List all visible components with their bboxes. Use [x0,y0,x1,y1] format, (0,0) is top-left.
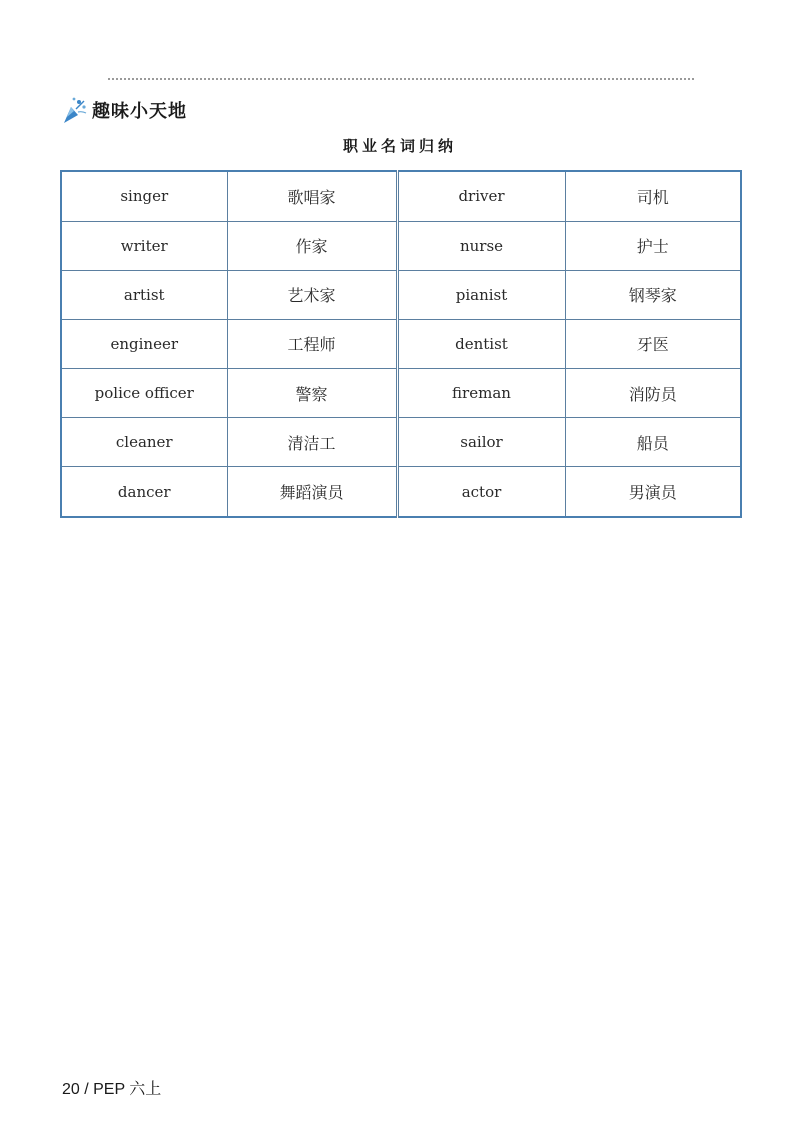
chinese-term: 船员 [565,418,741,467]
english-term: dancer [61,467,227,517]
header-dotted-rule [108,78,694,80]
chinese-term: 工程师 [227,319,397,368]
party-horn-icon [62,95,88,125]
english-term: police officer [61,369,227,418]
english-term: pianist [397,270,565,319]
chinese-term: 警察 [227,369,397,418]
table-row [61,319,741,368]
chinese-term: 护士 [565,221,741,270]
chinese-term: 作家 [227,221,397,270]
table-row [61,221,741,270]
chinese-term: 歌唱家 [227,171,397,221]
english-term: actor [397,467,565,517]
chinese-term: 艺术家 [227,270,397,319]
english-term: cleaner [61,418,227,467]
table-row [61,171,741,221]
english-term: artist [61,270,227,319]
chinese-term: 牙医 [565,319,741,368]
table-row [61,418,741,467]
english-term: engineer [61,319,227,368]
english-term: singer [61,171,227,221]
table-row [61,270,741,319]
section-title: 趣味小天地 [92,101,187,122]
chinese-term: 消防员 [565,369,741,418]
table-row [61,369,741,418]
occupation-vocab-table [60,170,742,518]
chinese-term: 舞蹈演员 [227,467,397,517]
english-term: fireman [397,369,565,418]
chinese-term: 清洁工 [227,418,397,467]
table-title: 职业名词归纳 [342,137,457,155]
section-header [62,95,187,125]
chinese-term: 男演员 [565,467,741,517]
chinese-term: 司机 [565,171,741,221]
chinese-term: 钢琴家 [565,270,741,319]
english-term: nurse [397,221,565,270]
english-term: sailor [397,418,565,467]
english-term: writer [61,221,227,270]
english-term: driver [397,171,565,221]
page-footer: 20 / PEP 六上 [62,1081,162,1098]
english-term: dentist [397,319,565,368]
table-row [61,467,741,517]
